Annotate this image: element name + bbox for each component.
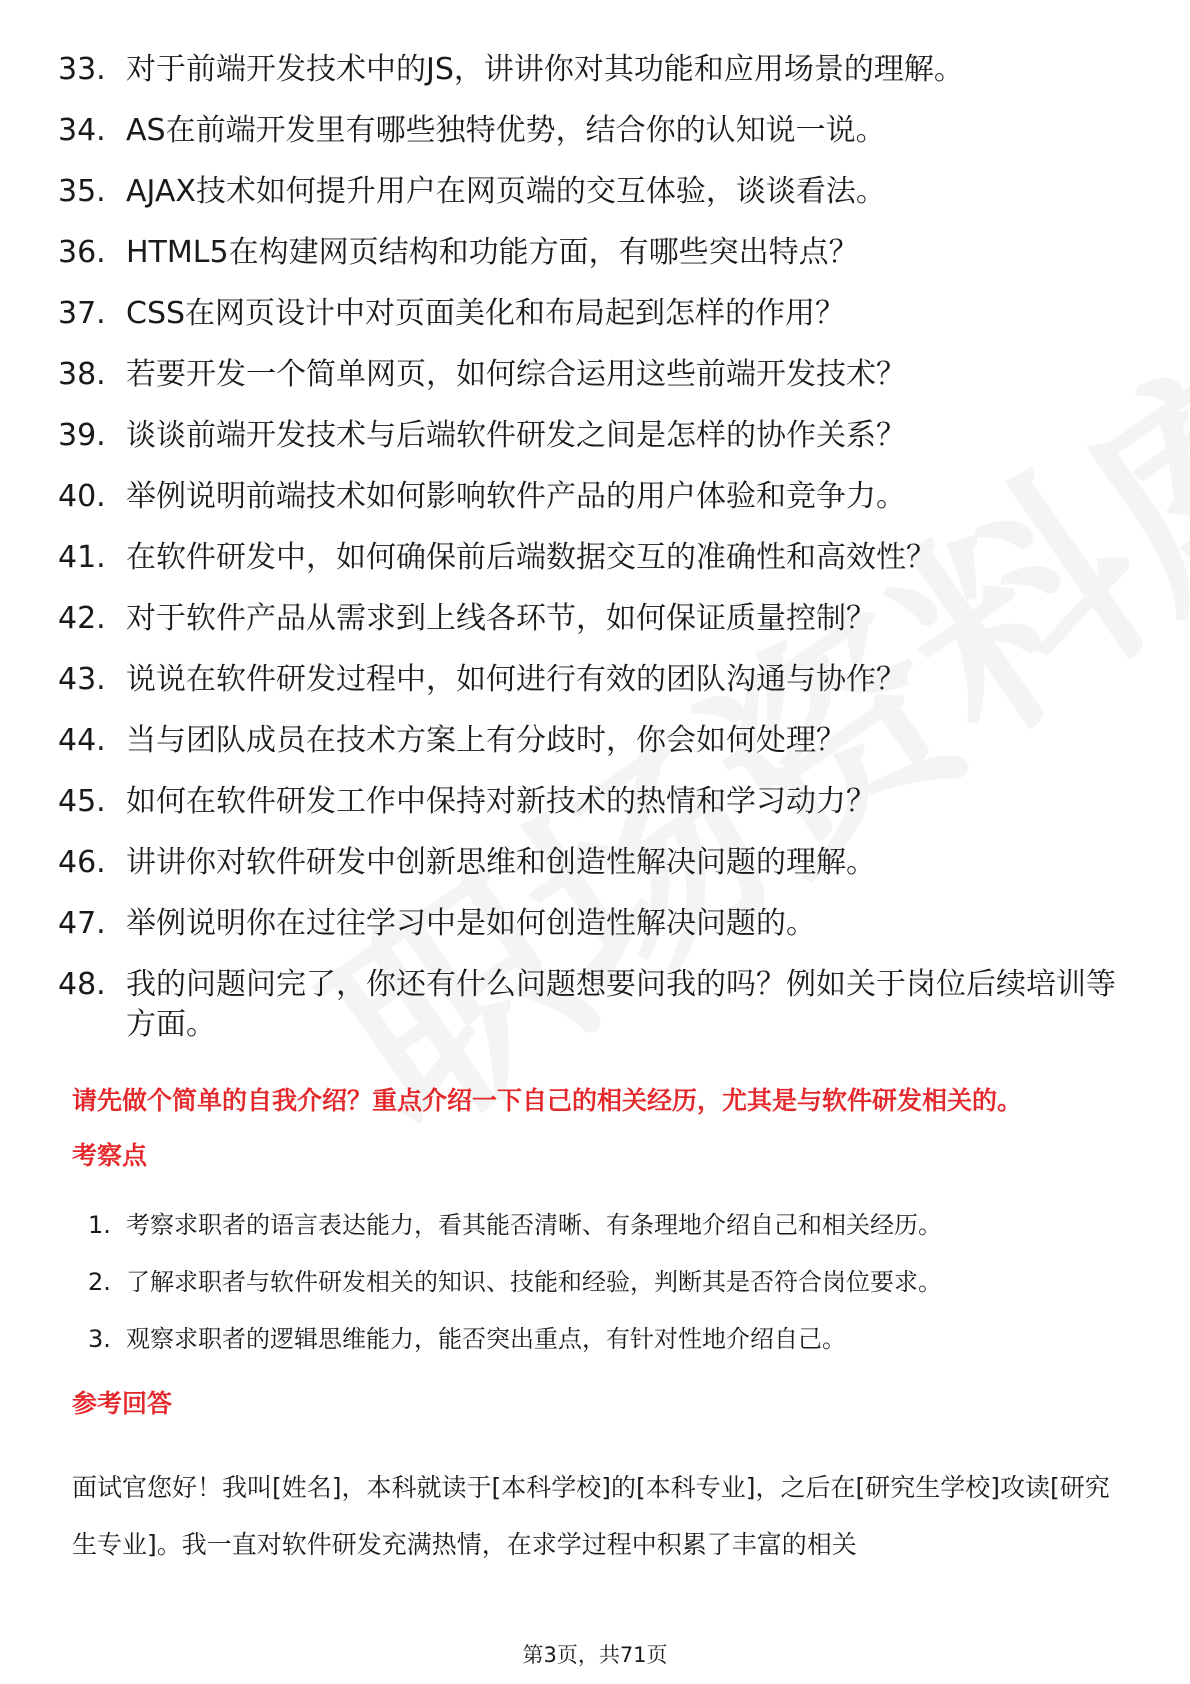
question-item bbox=[0, 294, 1190, 334]
reference-answer-text: 面试官您好！我叫[姓名]，本科就读于[本科学校]的[本科专业]，之后在[研究生学校]攻读[研究生专业]。我一直对软件研发充满热情，在求学过程中积累了丰富的相关 bbox=[72, 1473, 1110, 1559]
question-text: 对于软件产品从需求到上线各环节，如何保证质量控制？ bbox=[126, 601, 876, 636]
section-question-title: 请先做个简单的自我介绍？重点介绍一下自己的相关经历，尤其是与软件研发相关的。 bbox=[72, 1086, 1023, 1115]
question-text: CSS在网页设计中对页面美化和布局起到怎样的作用？ bbox=[126, 296, 846, 331]
question-list bbox=[0, 50, 1190, 1045]
question-text: 若要开发一个简单网页，如何综合运用这些前端开发技术？ bbox=[126, 357, 906, 392]
question-text: 举例说明你在过往学习中是如何创造性解决问题的。 bbox=[126, 906, 816, 941]
focus-point-text: 观察求职者的逻辑思维能力，能否突出重点，有针对性地介绍自己。 bbox=[126, 1325, 846, 1353]
question-item bbox=[0, 355, 1190, 395]
question-item bbox=[0, 172, 1190, 212]
page-number-footer: 第3页，共71页 bbox=[522, 1643, 668, 1667]
focus-point-text: 了解求职者与软件研发相关的知识、技能和经验，判断其是否符合岗位要求。 bbox=[126, 1268, 942, 1296]
question-number: 39. bbox=[58, 418, 106, 453]
question-text: 说说在软件研发过程中，如何进行有效的团队沟通与协作？ bbox=[126, 662, 906, 697]
focus-point-number: 1. bbox=[88, 1211, 111, 1239]
question-item bbox=[0, 965, 1190, 1045]
question-number: 33. bbox=[58, 52, 106, 87]
focus-point-number: 3. bbox=[88, 1325, 111, 1353]
question-text: AS在前端开发里有哪些独特优势，结合你的认知说一说。 bbox=[126, 113, 886, 148]
question-number: 40. bbox=[58, 479, 106, 514]
focus-points-heading: 考察点 bbox=[72, 1141, 148, 1170]
question-text: 谈谈前端开发技术与后端软件研发之间是怎样的协作关系？ bbox=[126, 418, 906, 453]
question-number: 47. bbox=[58, 906, 106, 941]
question-number: 48. bbox=[58, 967, 106, 1002]
question-item bbox=[0, 904, 1190, 944]
question-number: 44. bbox=[58, 723, 106, 758]
question-item bbox=[0, 843, 1190, 883]
question-item bbox=[0, 477, 1190, 517]
question-item bbox=[0, 111, 1190, 151]
question-text: 对于前端开发技术中的JS，讲讲你对其功能和应用场景的理解。 bbox=[126, 52, 964, 87]
question-item bbox=[0, 538, 1190, 578]
question-number: 41. bbox=[58, 540, 106, 575]
focus-point-item bbox=[0, 1264, 1190, 1300]
question-item bbox=[0, 50, 1190, 90]
question-item bbox=[0, 782, 1190, 822]
question-number: 43. bbox=[58, 662, 106, 697]
question-text: 我的问题问完了，你还有什么问题想要问我的吗？例如关于岗位后续培训等方面。 bbox=[126, 967, 1116, 1042]
focus-point-item bbox=[0, 1207, 1190, 1243]
question-text: 如何在软件研发工作中保持对新技术的热情和学习动力？ bbox=[126, 784, 876, 819]
question-item bbox=[0, 660, 1190, 700]
question-item bbox=[0, 721, 1190, 761]
focus-point-item bbox=[0, 1321, 1190, 1357]
question-number: 38. bbox=[58, 357, 106, 392]
question-text: 在软件研发中，如何确保前后端数据交互的准确性和高效性？ bbox=[126, 540, 936, 575]
question-text: 举例说明前端技术如何影响软件产品的用户体验和竞争力。 bbox=[126, 479, 906, 514]
reference-answer-heading: 参考回答 bbox=[72, 1389, 173, 1418]
question-item bbox=[0, 233, 1190, 273]
question-number: 46. bbox=[58, 845, 106, 880]
question-number: 37. bbox=[58, 296, 106, 331]
question-item bbox=[0, 416, 1190, 456]
question-number: 34. bbox=[58, 113, 106, 148]
question-item bbox=[0, 599, 1190, 639]
question-text: AJAX技术如何提升用户在网页端的交互体验，谈谈看法。 bbox=[126, 174, 886, 209]
question-number: 36. bbox=[58, 235, 106, 270]
question-text: 讲讲你对软件研发中创新思维和创造性解决问题的理解。 bbox=[126, 845, 876, 880]
question-number: 42. bbox=[58, 601, 106, 636]
focus-point-number: 2. bbox=[88, 1268, 111, 1296]
focus-point-text: 考察求职者的语言表达能力，看其能否清晰、有条理地介绍自己和相关经历。 bbox=[126, 1211, 942, 1239]
question-number: 45. bbox=[58, 784, 106, 819]
question-number: 35. bbox=[58, 174, 106, 209]
question-text: 当与团队成员在技术方案上有分歧时，你会如何处理？ bbox=[126, 723, 846, 758]
question-text: HTML5在构建网页结构和功能方面，有哪些突出特点？ bbox=[126, 235, 859, 270]
focus-points-list bbox=[0, 1207, 1190, 1357]
